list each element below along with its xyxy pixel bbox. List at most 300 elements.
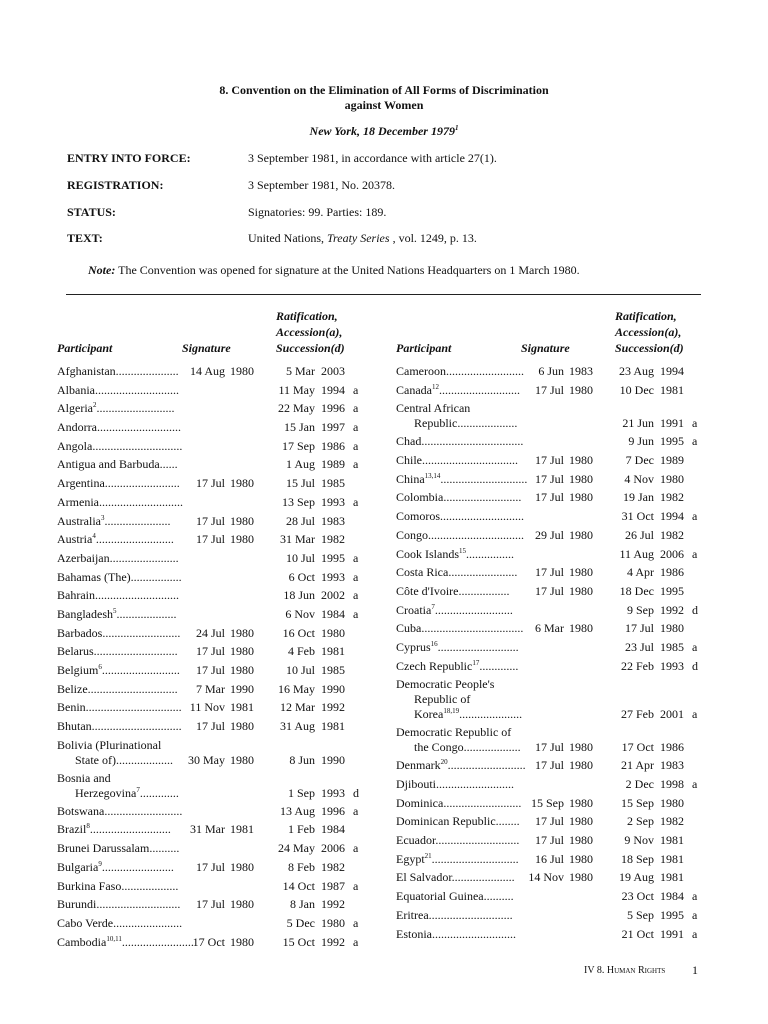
ratification-date: 11 May: [278, 382, 315, 397]
ratification-date: 1 Sep: [288, 785, 315, 800]
ratification-year: 2003: [321, 364, 345, 378]
signature-date: 6 Mar: [535, 621, 564, 636]
ratification-date: 15 Jan: [284, 420, 315, 435]
participant-row: [57, 399, 397, 418]
participant-row: [57, 455, 397, 474]
participant-row: [57, 877, 397, 896]
participant-name-continued: Republic....................: [414, 416, 518, 431]
signature-year: 1980: [569, 490, 593, 505]
participant-name: Australia$^3$......................: [57, 513, 171, 528]
ratification-type: a: [353, 606, 359, 621]
ratification-year: 1984: [660, 889, 684, 904]
place-date: New York, 18 December 1979$^1$: [309, 124, 459, 138]
participant-row: [57, 914, 397, 933]
participant-row: [57, 624, 397, 643]
ratification-year: 1986: [660, 740, 684, 755]
ratification-date: 21 Apr: [621, 758, 654, 773]
participant-row: [396, 831, 736, 850]
ratification-type: a: [353, 934, 359, 949]
participant-row: [396, 925, 736, 944]
ratification-date: 27 Feb: [621, 707, 654, 722]
ratification-year: 1992: [660, 602, 684, 617]
participant-name: Cameroon..........................: [396, 364, 524, 378]
signature-year: 1980: [230, 719, 254, 734]
ratification-year: 1983: [321, 513, 345, 528]
participant-name: Brazil$^8$...........................: [57, 822, 171, 837]
signature-date: 15 Sep: [531, 795, 564, 810]
ratification-year: 1996: [321, 401, 345, 416]
signature-year: 1980: [569, 453, 593, 468]
participant-row: [396, 399, 736, 432]
ratification-type: d: [692, 658, 698, 673]
ratification-date: 22 Feb: [621, 658, 654, 673]
signature-year: 1980: [569, 740, 593, 755]
ratification-year: 1986: [660, 565, 684, 580]
participant-row: [396, 887, 736, 906]
ratification-year: 1982: [321, 532, 345, 547]
ratification-year: 1980: [321, 625, 345, 640]
ratification-date: 9 Sep: [627, 602, 654, 617]
status-value: Signatories: 99. Parties: 189.: [248, 205, 387, 219]
ratification-date: 19 Jan: [623, 490, 654, 505]
signature-date: 17 Jul: [534, 758, 564, 773]
ratification-date: 9 Nov: [624, 833, 654, 848]
participant-name: Croatia$^7$..........................: [396, 602, 513, 617]
participant-row: [57, 680, 397, 699]
signature-year: 1990: [230, 681, 254, 696]
ratification-type: a: [353, 457, 359, 472]
ratification-date: 15 Sep: [621, 795, 654, 810]
signature-date: 17 Jul: [195, 859, 225, 874]
participant-row: [57, 530, 397, 549]
ratification-year: 1993: [321, 785, 345, 800]
participant-name: Bahrain............................: [57, 588, 179, 603]
header-signature-left: Signature: [182, 341, 231, 355]
signature-year: 1980: [230, 752, 254, 767]
participant-row: [57, 933, 397, 952]
participant-name-continued: Republic of: [414, 692, 471, 707]
participant-row: [396, 507, 736, 526]
ratification-date: 2 Sep: [627, 814, 654, 829]
ratification-date: 23 Oct: [621, 889, 654, 904]
signature-date: 29 Jul: [534, 527, 564, 542]
participant-row: [396, 381, 736, 400]
ratification-type: a: [353, 588, 359, 603]
participant-name: Brunei Darussalam..........: [57, 841, 180, 856]
signature-date: 17 Jul: [195, 644, 225, 659]
ratification-type: a: [692, 546, 698, 561]
participant-name: Democratic Republic of: [396, 725, 512, 740]
ratification-year: 1991: [660, 416, 684, 431]
ratification-year: 1995: [660, 434, 684, 449]
ratification-year: 1998: [660, 777, 684, 791]
signature-year: 1980: [230, 532, 254, 547]
ratification-type: a: [692, 926, 698, 941]
participant-name: Cambodia$^{10,11}$........................: [57, 934, 194, 949]
ratification-date: 18 Jun: [283, 588, 315, 603]
signature-date: 17 Jul: [534, 382, 564, 397]
participant-name: Algeria$^2$..........................: [57, 401, 175, 416]
participant-name: Cook Islands$^{15}$................: [396, 546, 514, 561]
ratification-year: 1985: [321, 663, 345, 677]
participant-name: Djibouti..........................: [396, 777, 515, 791]
participant-name: Bhutan..............................: [57, 719, 182, 734]
ratification-year: 1986: [321, 438, 345, 453]
ratification-date: 16 Oct: [282, 625, 315, 640]
ratification-type: a: [692, 889, 698, 904]
participant-name-continued: the Congo...................: [414, 740, 521, 755]
participant-name: Dominican Republic........: [396, 814, 520, 829]
ratification-date: 4 Nov: [624, 471, 654, 486]
signature-year: 1980: [569, 565, 593, 580]
participant-row: [396, 812, 736, 831]
status-label: STATUS:: [67, 205, 116, 219]
divider: [66, 294, 701, 295]
ratification-type: a: [353, 494, 359, 509]
signature-year: 1980: [230, 364, 254, 378]
text-value: United Nations, Treaty Series , vol. 1249, p. 13.: [248, 231, 477, 245]
signature-year: 1980: [230, 644, 254, 659]
ratification-date: 9 Jun: [628, 434, 654, 449]
ratification-year: 1984: [321, 822, 345, 837]
registration-label: REGISTRATION:: [67, 178, 164, 192]
ratification-type: a: [692, 434, 698, 449]
ratification-date: 4 Apr: [627, 565, 654, 580]
signature-year: 1980: [230, 625, 254, 640]
participant-row: [57, 661, 397, 680]
signature-year: 1983: [569, 364, 593, 378]
ratification-date: 6 Oct: [288, 569, 315, 584]
participant-row: [396, 794, 736, 813]
ratification-year: 1980: [660, 471, 684, 486]
ratification-date: 5 Dec: [286, 915, 315, 930]
signature-year: 1980: [569, 583, 593, 598]
signature-date: 17 Jul: [195, 532, 225, 547]
signature-date: 17 Jul: [534, 583, 564, 598]
ratification-year: 1980: [321, 915, 345, 930]
ratification-year: 1994: [660, 509, 684, 524]
ratification-type: d: [692, 602, 698, 617]
note: Note: The Convention was opened for signature at the United Nations Headquarters on 1 March 1980.: [88, 263, 580, 277]
participant-name-continued: Korea$^{18,19}$.....................: [414, 707, 523, 722]
ratification-date: 31 Aug: [279, 719, 315, 734]
ratification-date: 23 Jul: [624, 639, 654, 654]
participant-name: Egypt$^{21}$.............................: [396, 851, 519, 866]
participant-row: [57, 437, 397, 456]
participant-name: Congo................................: [396, 527, 525, 542]
participant-name-continued: Herzegovina$^7$.............: [75, 785, 179, 800]
ratification-year: 1992: [321, 700, 345, 715]
participant-name: Czech Republic$^{17}$.............: [396, 658, 519, 673]
ratification-date: 2 Dec: [625, 777, 654, 791]
participant-row: [57, 605, 397, 624]
participant-row: [396, 675, 736, 723]
participant-row: [396, 545, 736, 564]
ratification-date: 6 Nov: [285, 606, 315, 621]
participant-name: Austria$^4$..........................: [57, 532, 174, 547]
ratification-year: 1996: [321, 803, 345, 818]
ratification-year: 1980: [660, 795, 684, 810]
signature-year: 1980: [569, 471, 593, 486]
participant-name: Bolivia (Plurinational: [57, 737, 162, 752]
participant-name: China$^{13,14}$.............................: [396, 471, 528, 486]
signature-year: 1980: [569, 621, 593, 636]
signature-year: 1981: [230, 822, 254, 837]
participant-row: [57, 820, 397, 839]
ratification-year: 1981: [660, 851, 684, 866]
participant-row: [57, 858, 397, 877]
document-title-continued: against Women: [344, 98, 424, 112]
ratification-date: 15 Oct: [282, 934, 315, 949]
ratification-year: 1993: [321, 569, 345, 584]
ratification-date: 18 Dec: [619, 583, 654, 598]
ratification-date: 15 Jul: [285, 476, 315, 491]
signature-date: 17 Jul: [195, 897, 225, 912]
signature-date: 31 Mar: [190, 822, 225, 837]
participant-row: [57, 839, 397, 858]
ratification-date: 4 Feb: [288, 644, 315, 659]
ratification-year: 1991: [660, 926, 684, 941]
ratification-year: 1981: [321, 719, 345, 734]
signature-date: 7 Mar: [196, 681, 225, 696]
ratification-year: 1982: [660, 527, 684, 542]
ratification-date: 11 Aug: [619, 546, 654, 561]
ratification-type: a: [353, 803, 359, 818]
participant-name: Côte d'Ivoire.................: [396, 583, 510, 598]
ratification-year: 1993: [660, 658, 684, 673]
participant-name: Belarus............................: [57, 644, 178, 659]
participant-row: [396, 432, 736, 451]
ratification-year: 1982: [660, 490, 684, 505]
ratification-date: 21 Jun: [622, 416, 654, 431]
header-participant-right: Participant: [396, 341, 452, 355]
ratification-year: 1995: [660, 583, 684, 598]
signature-date: 17 Jul: [534, 453, 564, 468]
ratification-date: 13 Aug: [279, 803, 315, 818]
participant-row: [396, 470, 736, 489]
signature-year: 1980: [230, 513, 254, 528]
ratification-year: 1990: [321, 752, 345, 767]
ratification-year: 1983: [660, 758, 684, 773]
ratification-year: 1985: [321, 476, 345, 491]
participant-name: Angola..............................: [57, 438, 183, 453]
ratification-type: a: [353, 550, 359, 565]
participant-row: [57, 568, 397, 587]
ratification-year: 1985: [660, 639, 684, 654]
participant-name: Dominica..........................: [396, 795, 522, 810]
header-ratification-left: Ratification, Accession(a), Succession(d): [276, 309, 345, 355]
participant-name-continued: State of)...................: [75, 752, 173, 767]
participant-row: [396, 756, 736, 775]
document-title: 8. Convention on the Elimination of All Forms of Discrimination: [219, 83, 549, 97]
ratification-date: 26 Jul: [624, 527, 654, 542]
entry-into-force-label: ENTRY INTO FORCE:: [67, 151, 191, 165]
participant-name: Belgium$^6$..........................: [57, 663, 180, 677]
participant-row: [396, 906, 736, 925]
signature-date: 17 Jul: [534, 471, 564, 486]
ratification-type: a: [353, 438, 359, 453]
participant-name: Argentina.........................: [57, 476, 180, 491]
ratification-year: 1990: [321, 681, 345, 696]
participant-row: [57, 549, 397, 568]
participant-row: [57, 769, 397, 802]
ratification-year: 1981: [660, 382, 684, 397]
ratification-date: 7 Dec: [625, 453, 654, 468]
participant-name: Barbados..........................: [57, 625, 181, 640]
ratification-year: 1981: [660, 833, 684, 848]
participant-name: Costa Rica.......................: [396, 565, 518, 580]
participant-name: Antigua and Barbuda......: [57, 457, 178, 472]
participant-name: Ecuador............................: [396, 833, 520, 848]
ratification-date: 17 Jul: [624, 621, 654, 636]
ratification-type: a: [353, 841, 359, 856]
participant-row: [57, 418, 397, 437]
signature-year: 1980: [569, 851, 593, 866]
ratification-date: 13 Sep: [282, 494, 315, 509]
ratification-year: 1987: [321, 878, 345, 893]
signature-date: 14 Nov: [528, 870, 564, 885]
signature-date: 17 Jul: [534, 833, 564, 848]
ratification-year: 1994: [321, 382, 345, 397]
participant-name: Albania............................: [57, 382, 179, 397]
ratification-date: 19 Aug: [618, 870, 654, 885]
participant-row: [57, 895, 397, 914]
participant-row: [396, 657, 736, 676]
ratification-year: 1982: [321, 859, 345, 874]
participant-name: Equatorial Guinea..........: [396, 889, 514, 904]
ratification-year: 2002: [321, 588, 345, 603]
participant-row: [57, 698, 397, 717]
ratification-year: 1995: [660, 907, 684, 922]
signature-date: 17 Jul: [195, 719, 225, 734]
participant-name: Eritrea............................: [396, 907, 513, 922]
participant-name: Andorra............................: [57, 420, 181, 435]
ratification-date: 23 Aug: [618, 364, 654, 378]
ratification-date: 24 May: [278, 841, 315, 856]
participant-name: Belize..............................: [57, 681, 178, 696]
participant-row: [57, 717, 397, 736]
ratification-year: 1992: [321, 934, 345, 949]
signature-year: 1981: [230, 700, 254, 715]
text-label: TEXT:: [67, 231, 103, 245]
participant-row: [57, 642, 397, 661]
participant-row: [396, 723, 736, 756]
participant-name: Estonia............................: [396, 926, 516, 941]
ratification-year: 1992: [321, 897, 345, 912]
ratification-year: 2001: [660, 707, 684, 722]
ratification-year: 1984: [321, 606, 345, 621]
signature-date: 17 Jul: [534, 565, 564, 580]
entry-into-force-value: 3 September 1981, in accordance with article 27(1).: [248, 151, 497, 165]
ratification-date: 10 Jul: [285, 663, 315, 677]
participant-row: [57, 586, 397, 605]
ratification-date: 28 Jul: [285, 513, 315, 528]
ratification-type: a: [353, 420, 359, 435]
signature-date: 17 Jul: [534, 740, 564, 755]
ratification-year: 1982: [660, 814, 684, 829]
signature-year: 1980: [230, 663, 254, 677]
participant-name: Bangladesh$^5$....................: [57, 606, 177, 621]
participant-row: [396, 451, 736, 470]
participant-name: Bosnia and: [57, 770, 111, 785]
ratification-year: 1994: [660, 364, 684, 378]
participant-name: Comoros............................: [396, 509, 525, 524]
participant-name: Denmark$^{20}$..........................: [396, 758, 526, 773]
participant-name: Armenia............................: [57, 494, 183, 509]
participant-row: [396, 582, 736, 601]
participant-row: [396, 850, 736, 869]
ratification-year: 1989: [321, 457, 345, 472]
signature-date: 6 Jun: [538, 364, 564, 378]
signature-date: 17 Jul: [195, 513, 225, 528]
participant-name: Botswana..........................: [57, 803, 183, 818]
ratification-date: 12 Mar: [280, 700, 315, 715]
header-ratification-right: Ratification, Accession(a), Succession(d): [615, 309, 684, 355]
ratification-date: 18 Sep: [621, 851, 654, 866]
signature-date: 30 May: [188, 752, 225, 767]
participant-name: Democratic People's: [396, 677, 495, 692]
participant-name: Cabo Verde.......................: [57, 915, 183, 930]
participant-row: [57, 381, 397, 400]
ratification-date: 16 May: [278, 681, 315, 696]
ratification-year: 2006: [321, 841, 345, 856]
participant-row: [396, 775, 736, 794]
ratification-date: 31 Mar: [280, 532, 315, 547]
ratification-type: a: [692, 907, 698, 922]
participant-row: [57, 362, 397, 381]
signature-date: 17 Jul: [534, 814, 564, 829]
signature-year: 1980: [569, 527, 593, 542]
signature-date: 17 Jul: [195, 663, 225, 677]
participant-name: Bulgaria$^9$........................: [57, 859, 174, 874]
signature-year: 1980: [569, 833, 593, 848]
ratification-date: 1 Aug: [285, 457, 315, 472]
participant-row: [57, 802, 397, 821]
participant-row: [396, 488, 736, 507]
signature-year: 1980: [230, 476, 254, 491]
ratification-type: a: [692, 416, 698, 431]
ratification-type: a: [353, 878, 359, 893]
participant-name: Benin................................: [57, 700, 182, 715]
ratification-year: 1993: [321, 494, 345, 509]
participant-name: Central African: [396, 401, 471, 416]
signature-date: 11 Nov: [189, 700, 225, 715]
ratification-year: 2006: [660, 546, 684, 561]
ratification-type: a: [353, 401, 359, 416]
participant-row: [396, 601, 736, 620]
participant-row: [396, 619, 736, 638]
ratification-date: 14 Oct: [282, 878, 315, 893]
ratification-type: a: [692, 639, 698, 654]
participant-name: Canada$^{12}$...........................: [396, 382, 520, 397]
ratification-date: 10 Jul: [285, 550, 315, 565]
ratification-year: 1997: [321, 420, 345, 435]
participant-name: Azerbaijan.......................: [57, 550, 179, 565]
signature-year: 1980: [569, 870, 593, 885]
participant-name: Colombia..........................: [396, 490, 522, 505]
ratification-type: a: [353, 382, 359, 397]
signature-year: 1980: [569, 382, 593, 397]
header-participant-left: Participant: [57, 341, 113, 355]
signature-date: 14 Aug: [189, 364, 225, 378]
header-signature-right: Signature: [521, 341, 570, 355]
participant-name: Bahamas (The).................: [57, 569, 182, 584]
ratification-date: 17 Sep: [282, 438, 315, 453]
participant-name: Cuba..................................: [396, 621, 524, 636]
ratification-date: 31 Oct: [621, 509, 654, 524]
signature-year: 1980: [230, 897, 254, 912]
signature-date: 16 Jul: [534, 851, 564, 866]
